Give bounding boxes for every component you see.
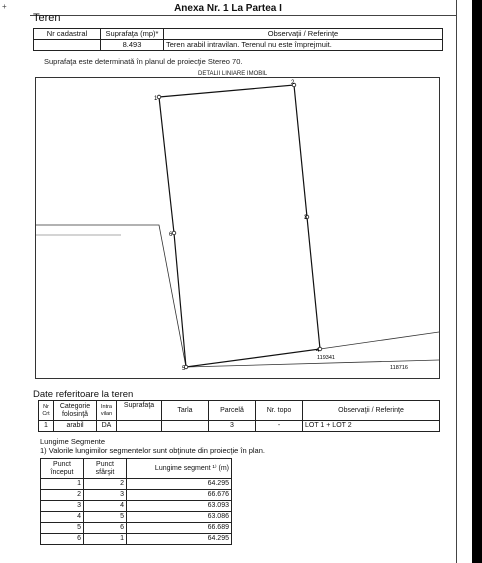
cell-end: 6 <box>84 523 127 534</box>
col-parcela: Parcelă <box>209 401 256 421</box>
date-referitoare-table <box>38 400 440 432</box>
table-row <box>41 523 232 534</box>
segmente-title: Lungime Segmente <box>40 437 106 446</box>
cell-end: 5 <box>84 512 127 523</box>
col-suprafata-ref: Suprafaţa <box>117 401 162 421</box>
col-tarla: Tarla <box>162 401 209 421</box>
vertex-label-6: 6 <box>169 232 173 238</box>
cell-end: 4 <box>84 501 127 512</box>
col-nr-topo: Nr. topo <box>256 401 303 421</box>
cell-start: 2 <box>41 490 84 501</box>
cell-start: 1 <box>41 479 84 490</box>
col-lungime: Lungime segment ¹⁾ (m) <box>127 459 232 479</box>
cell-length: 66.676 <box>127 490 232 501</box>
vertex-marker-6 <box>172 231 176 235</box>
corner-mark: + <box>2 2 7 11</box>
col-nr-cadastral: Nr cadastral <box>34 29 101 40</box>
cell-tarla <box>162 421 209 432</box>
col-punct-inceput: Punct început <box>41 459 84 479</box>
cell-length: 66.689 <box>127 523 232 534</box>
vertex-label-1: 1 <box>154 96 158 102</box>
cell-length: 63.093 <box>127 501 232 512</box>
scan-dark-edge <box>472 0 482 563</box>
date-referitoare-title: Date referitoare la teren <box>33 389 134 400</box>
cell-nr-cadastral <box>34 40 101 51</box>
neighbor-boundary-right <box>320 332 439 349</box>
table-row <box>41 512 232 523</box>
teren-table <box>33 28 443 51</box>
table-row <box>41 490 232 501</box>
vertex-label-5: 5 <box>182 366 186 372</box>
col-nr-crt: Nr Crt <box>39 401 54 421</box>
segmente-note: 1) Valorile lungimilor segmentelor sunt obţinute din proiecţie în plan. <box>40 446 265 455</box>
cell-intravilan: DA <box>97 421 117 432</box>
title-rule <box>30 15 456 16</box>
vertex-label-2: 2 <box>291 80 295 86</box>
cell-length: 63.086 <box>127 512 232 523</box>
cell-start: 6 <box>41 534 84 545</box>
cell-start: 4 <box>41 512 84 523</box>
neighbor-boundary-left <box>36 225 186 367</box>
col-suprafata: Suprafaţa (mp)* <box>101 29 164 40</box>
cell-nr-crt: 1 <box>39 421 54 432</box>
segmente-table <box>40 458 232 545</box>
cell-suprafata-ref <box>117 421 162 432</box>
table-row <box>41 534 232 545</box>
cell-end: 2 <box>84 479 127 490</box>
annex-title: Anexa Nr. 1 La Partea I <box>174 3 282 14</box>
vertex-label-3: 3 <box>304 215 308 221</box>
cell-start: 3 <box>41 501 84 512</box>
cell-suprafata: 8.493 <box>101 40 164 51</box>
col-intravilan: Intra vilan <box>97 401 117 421</box>
cell-observatii: Teren arabil intravilan. Terenul nu este împrejmuit. <box>164 40 443 51</box>
col-punct-sfarsit: Punct sfârşit <box>84 459 127 479</box>
col-observatii-ref: Observaţii / Referinţe <box>303 401 440 421</box>
projection-footnote: Suprafaţa este determinată în planul de proiecţie Stereo 70. <box>44 57 243 66</box>
vertex-marker-1 <box>157 95 161 99</box>
cell-nr-topo: - <box>256 421 303 432</box>
page-edge-line <box>456 0 457 563</box>
table-row <box>41 501 232 512</box>
cell-length: 64.295 <box>127 534 232 545</box>
cell-length: 64.295 <box>127 479 232 490</box>
vertex-label-4: 4 <box>316 348 320 354</box>
cell-categorie: arabil <box>54 421 97 432</box>
cell-end: 1 <box>84 534 127 545</box>
parcel-outline <box>159 85 320 367</box>
col-categorie: Categorie folosinţă <box>54 401 97 421</box>
cell-end: 3 <box>84 490 127 501</box>
neighbor-label-118716: 118716 <box>390 365 408 371</box>
cell-observatii-ref: LOT 1 + LOT 2 <box>303 421 440 432</box>
section-title-teren: Teren <box>33 12 61 24</box>
parcel-plan <box>35 77 440 379</box>
plan-caption: DETALII LINIARE IMOBIL <box>198 71 268 77</box>
col-observatii: Observaţii / Referinţe <box>164 29 443 40</box>
cell-start: 5 <box>41 523 84 534</box>
parcel-drawing <box>36 78 439 378</box>
cell-parcela: 3 <box>209 421 256 432</box>
table-row <box>41 479 232 490</box>
neighbor-label-119341: 119341 <box>317 355 335 361</box>
